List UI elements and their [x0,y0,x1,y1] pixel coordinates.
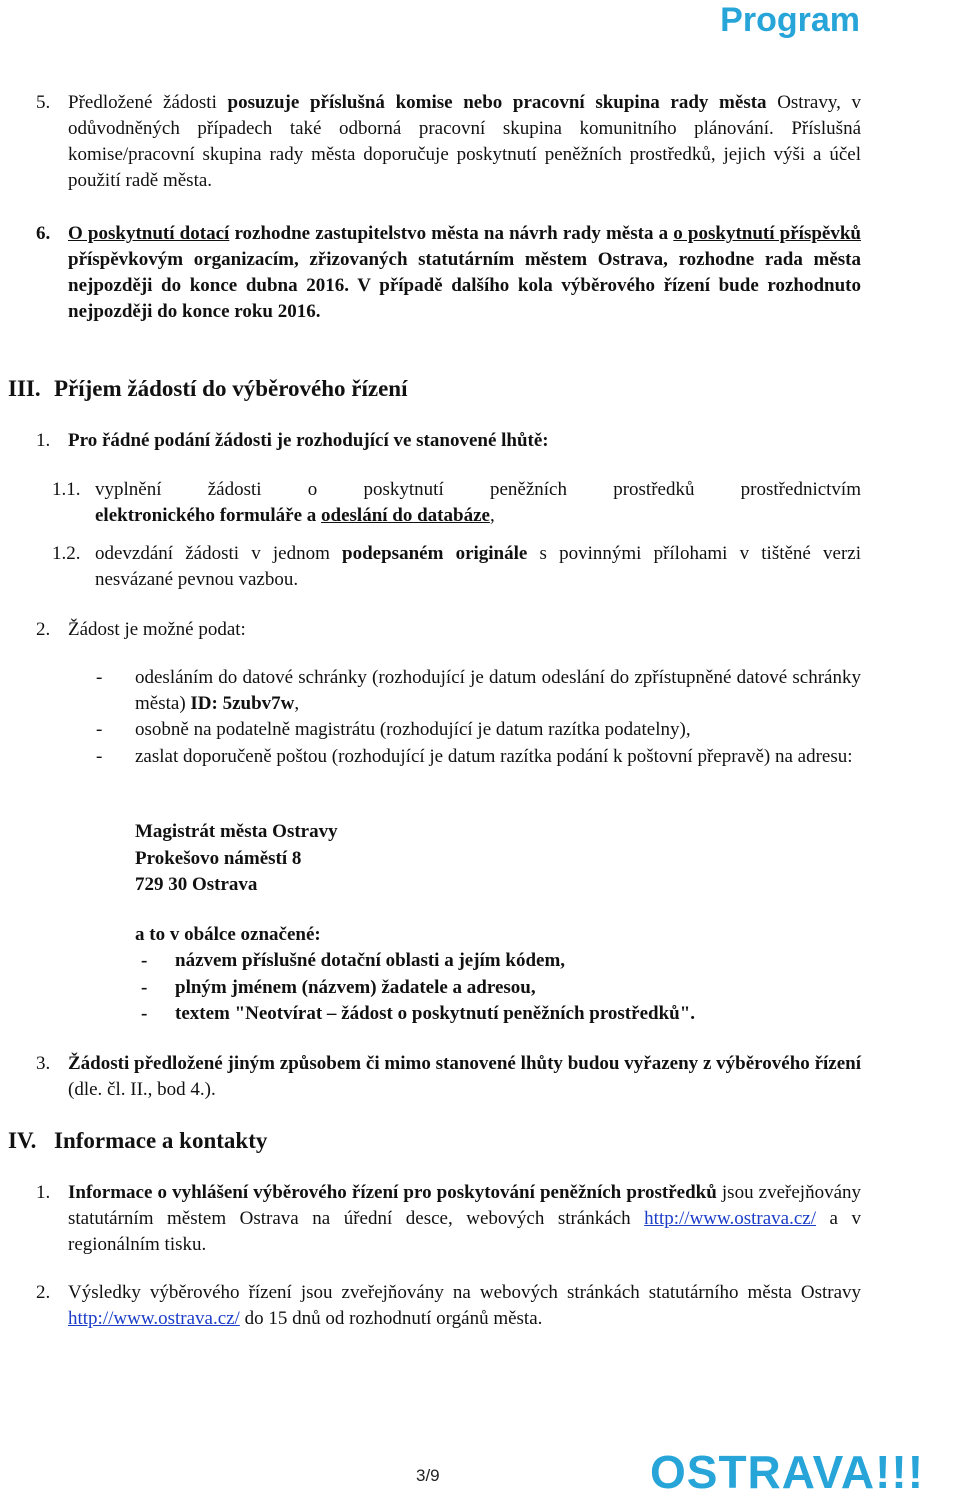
text: Předložené žádosti [68,92,228,113]
paragraph-section-6 [68,221,861,325]
item-number: 3. [36,1053,51,1074]
text: s povinnými přílohami v tištěné verzi nesvázané pevnou vazbou. [95,543,861,590]
text: příspěvkovým organizacím, zřizovaných statutárním městem Ostrava, rozhodne rada města nejpozději do konce dubna 2016. V případě dalšího kola výběrového řízení bude rozhodnuto nejpozději do konce roku 2016. [68,249,861,322]
address-line-3: 729 30 Ostrava [135,874,258,895]
underlined-text: o poskytnutí příspěvků [673,223,861,244]
section-iii-title: Příjem žádostí do výběrového řízení [54,376,408,401]
text: a v regionálním tisku. [68,1208,861,1255]
underlined-text: odeslání do databáze [321,505,490,526]
address-line-2: Prokešovo náměstí 8 [135,848,302,869]
section-iii-number: III. [8,376,41,401]
bold-text: podepsaném originále [342,543,528,564]
list-item-datova-schranka [135,665,861,717]
item-number: 1.2. [52,543,81,564]
list-dash: - [96,719,103,740]
text: odevzdání žádosti v jednom [95,543,343,564]
paragraph-iii-1-1-line1: vyplnění žádosti o poskytnutí peněžních prostředků prostřednictvím [95,479,861,500]
list-item-posta: zaslat doporučeně poštou (rozhodující je datum razítka podání k poštovní přepravě) na adresu: [135,746,853,767]
section-iv-title: Informace a kontakty [54,1128,268,1153]
paragraph-iii-1-2 [95,541,861,593]
ostrava-link[interactable]: http://www.ostrava.cz/ [68,1308,240,1329]
page-number: 3/9 [416,1466,440,1485]
paragraph-section-5 [68,90,861,194]
bold-text: ID: 5zubv7w [190,693,295,714]
item-number: 1. [36,1182,51,1203]
ostrava-link[interactable]: http://www.ostrava.cz/ [644,1208,817,1229]
paragraph-iii-1: Pro řádné podání žádosti je rozhodující ve stanovené lhůtě: [68,430,549,451]
section-iv-number: IV. [8,1128,37,1153]
paragraph-iii-1-1-line2 [95,503,495,529]
text: rozhodne zastupitelstvo města na návrh rady města a [229,223,674,244]
paragraph-iv-2 [68,1280,861,1332]
item-number: 6. [36,223,51,244]
item-number: 1. [36,430,51,451]
bold-text: Žádosti předložené jiným způsobem či mimo stanovené lhůty budou vyřazeny z výběrového řízení [68,1053,861,1074]
address-line-1: Magistrát města Ostravy [135,821,338,842]
page-header-title: Program [720,1,860,39]
list-dash: - [141,950,148,971]
text: odesláním do datové schránky (rozhodující je datum odeslání do zpřístupněné datové schránky města) [135,667,861,714]
bold-text: elektronického formuláře a [95,505,322,526]
list-dash: - [96,746,103,767]
envelope-item-3: textem "Neotvírat – žádost o poskytnutí peněžních prostředků". [175,1003,696,1024]
underlined-text: O poskytnutí dotací [68,223,230,244]
envelope-item-1: názvem příslušné dotační oblasti a jejím kódem, [175,950,566,971]
paragraph-iv-1 [68,1180,861,1258]
item-number: 5. [36,92,51,113]
text: Ostravy, v odůvodněných případech také odborná pracovní skupina komunitního plánování. Příslušná komise/pracovní skupina rady města doporučuje poskytnutí peněžních prostředků, jejich výši a účel použití radě města. [68,92,861,191]
item-number: 2. [36,1282,51,1303]
bold-text: Informace o vyhlášení výběrového řízení pro poskytování peněžních prostředků [68,1182,717,1203]
text: jsou zveřejňovány statutárním městem Ostrava na úřední desce, webových stránkách [68,1182,861,1229]
text: , [489,505,495,526]
envelope-title: a to v obálce označené: [135,924,321,945]
text: , [294,693,300,714]
list-item-podatelna: osobně na podatelně magistrátu (rozhodující je datum razítka podatelny), [135,719,691,740]
text: Výsledky výběrového řízení jsou zveřejňovány na webových stránkách statutárního města Ostravy [68,1282,861,1303]
bold-text: posuzuje příslušná komise nebo pracovní skupina rady města [227,92,767,113]
text: do 15 dnů od rozhodnutí orgánů města. [239,1308,543,1329]
list-dash: - [96,667,103,688]
paragraph-iii-2: Žádost je možné podat: [68,619,246,640]
item-number: 1.1. [52,479,81,500]
list-dash: - [141,1003,148,1024]
text: (dle. čl. II., bod 4.). [68,1079,216,1100]
paragraph-iii-3 [68,1051,861,1103]
envelope-item-2: plným jménem (názvem) žadatele a adresou, [175,977,536,998]
list-dash: - [141,977,148,998]
ostrava-logo: OSTRAVA!!! [650,1446,925,1498]
item-number: 2. [36,619,51,640]
